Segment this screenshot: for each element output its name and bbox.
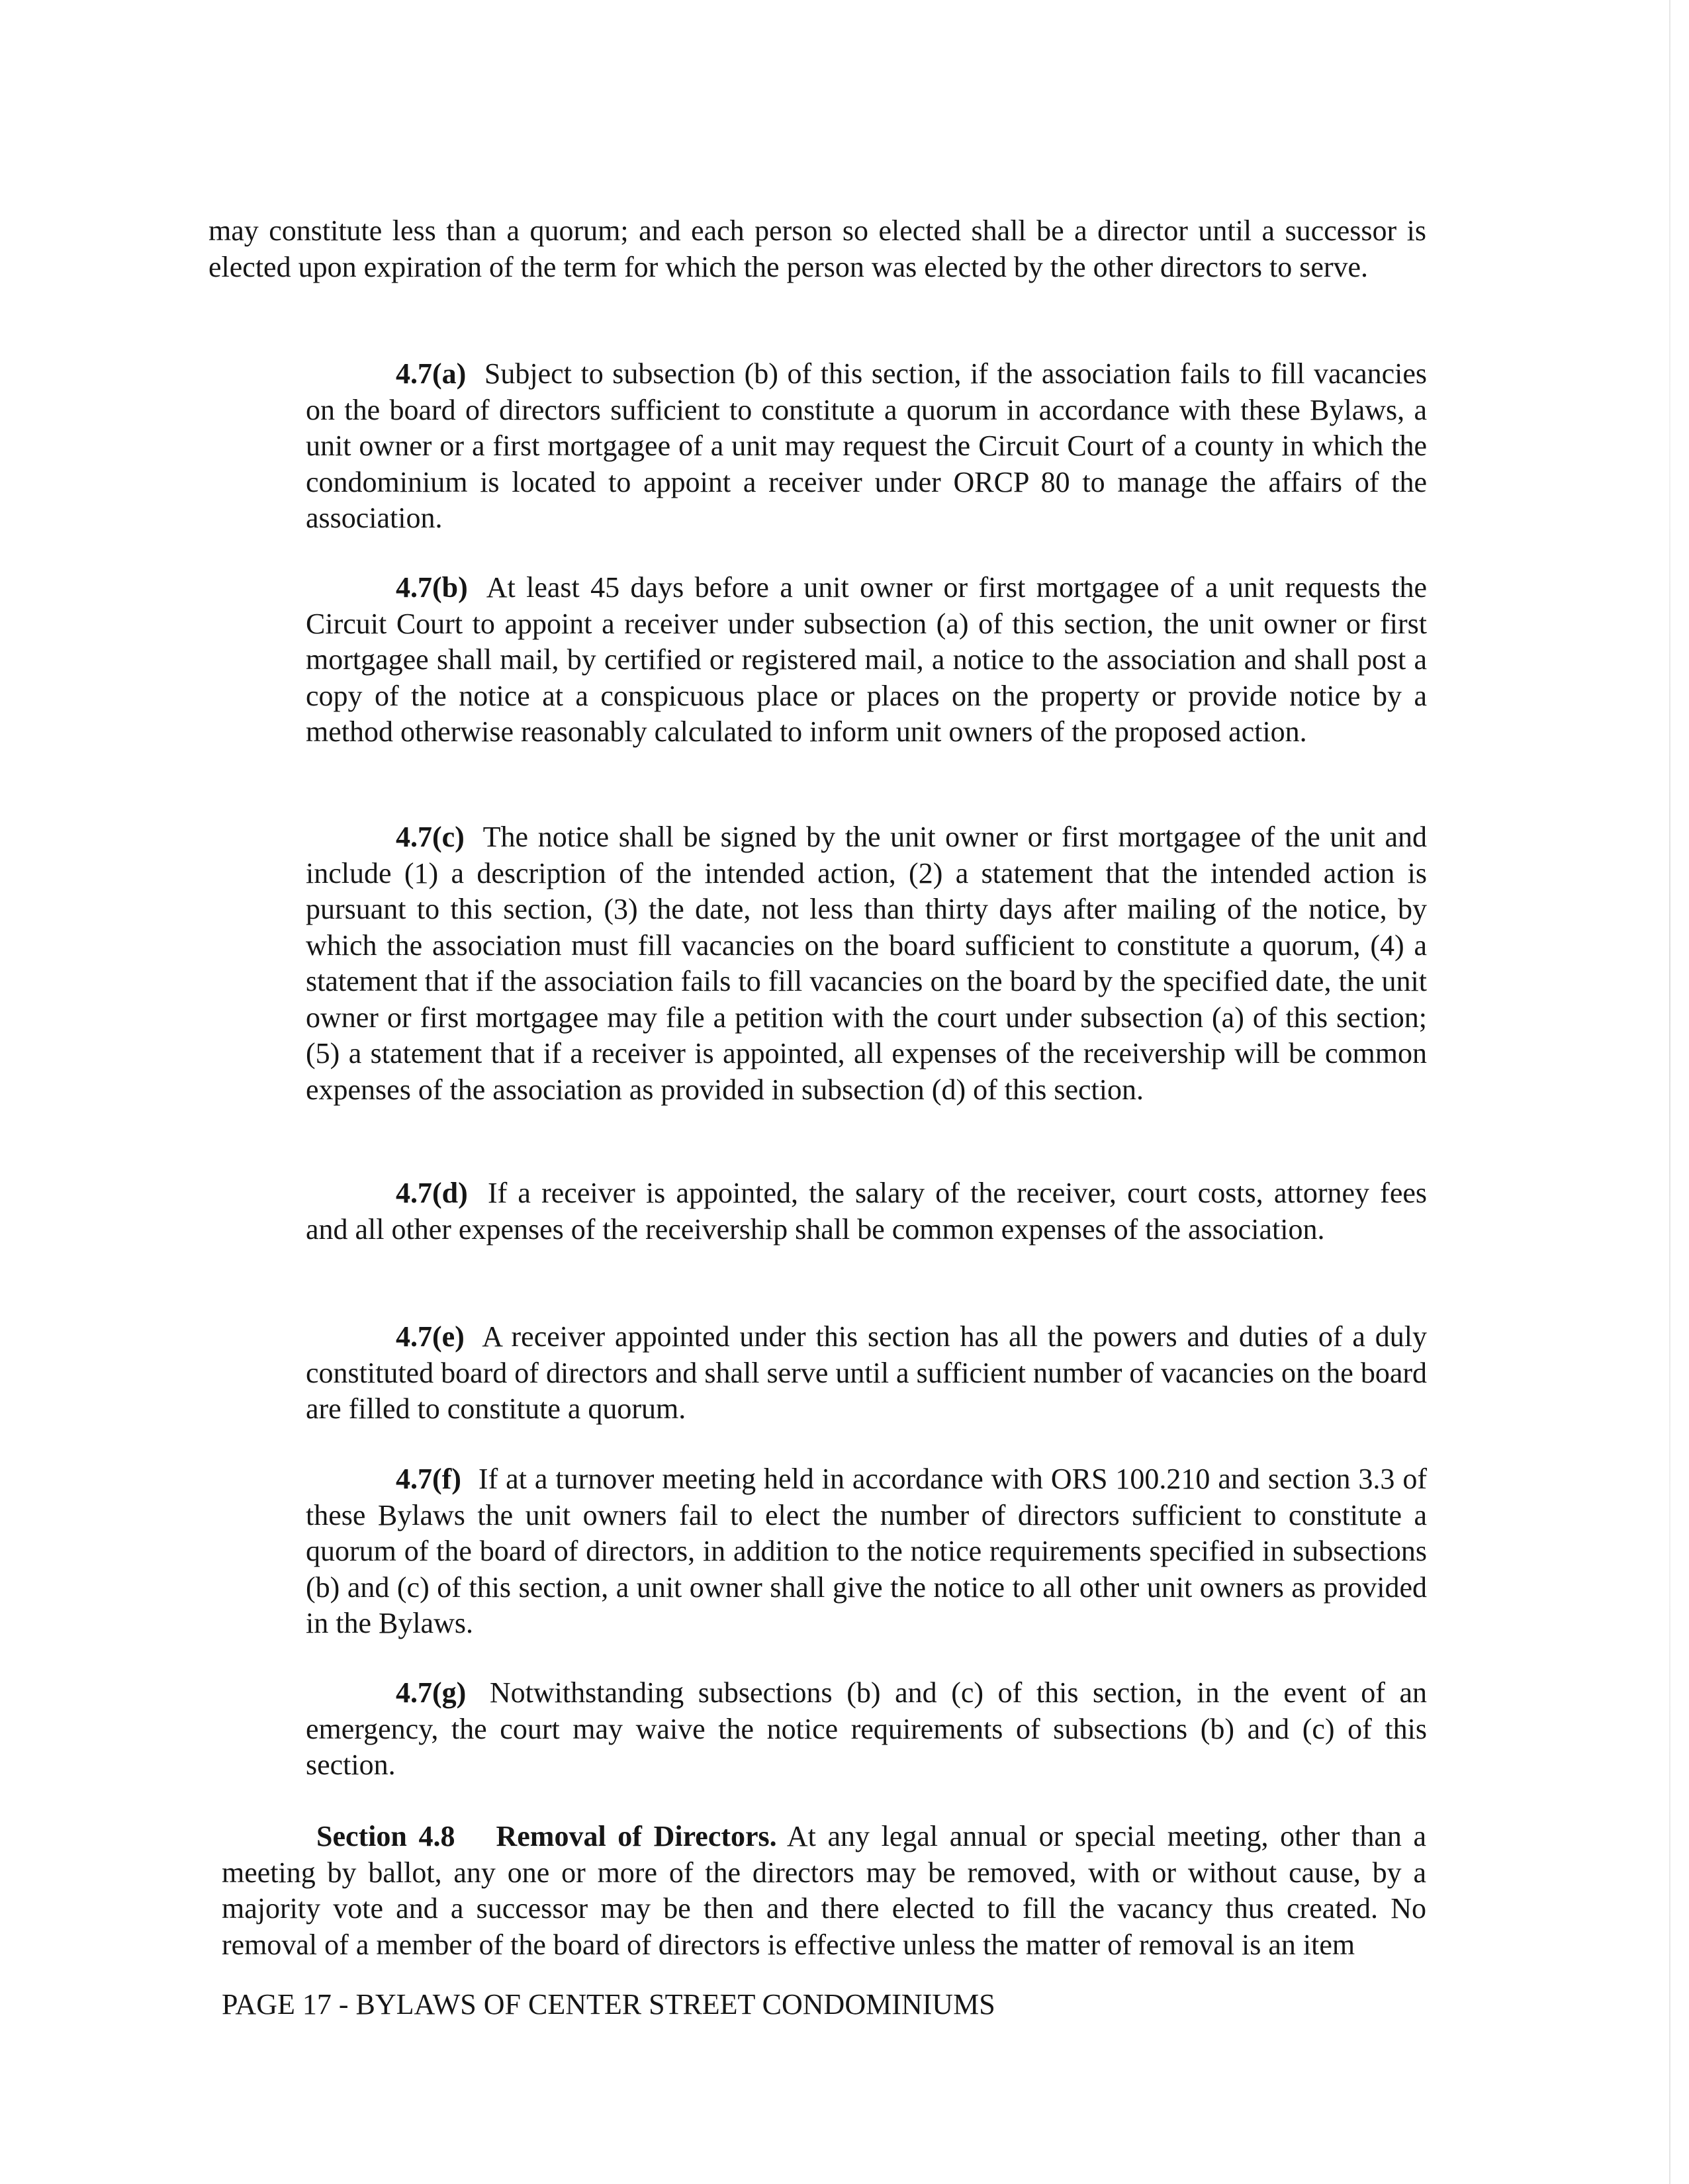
- subsection-text: At least 45 days before a unit owner or first mortgagee of a unit requests the Circuit Court to appoint a receiver under subsection (a) of this section, the unit owner or first mortgagee shall mail, by certified or registered mail, a notice to the association and shall post a copy of the notice at a conspicuous place or places on the property or provide notice by a method otherwise reasonably calculated to inform unit owners of the proposed action.: [306, 571, 1427, 748]
- subsection-text: A receiver appointed under this section has all the powers and duties of a duly constituted board of directors and shall serve until a sufficient number of vacancies on the board are filled to constitute a quorum.: [306, 1320, 1427, 1425]
- subsection-number: 4.7(a): [396, 357, 467, 390]
- subsection-4-7-a: [306, 356, 1427, 537]
- subsection-number: 4.7(e): [396, 1320, 465, 1353]
- scan-edge-artifact: [1669, 0, 1670, 2184]
- subsection-4-7-c: [306, 819, 1427, 1108]
- subsection-number: 4.7(b): [396, 571, 468, 604]
- subsection-4-7-b: [306, 570, 1427, 751]
- subsection-number: 4.7(d): [396, 1177, 468, 1209]
- subsection-text: Notwithstanding subsections (b) and (c) of this section, in the event of an emergency, the court may waive the notice requirements of subsections (b) and (c) of this section.: [306, 1676, 1427, 1781]
- section-4-8-paragraph: [222, 1819, 1426, 1963]
- subsection-4-7-e: [306, 1319, 1427, 1428]
- intro-text: may constitute less than a quorum; and each person so elected shall be a director until a successor is elected upon expiration of the term for which the person was elected by the other directors to serve.: [208, 214, 1426, 283]
- subsection-text: Subject to subsection (b) of this section, if the association fails to fill vacancies on the board of directors sufficient to constitute a quorum in accordance with these Bylaws, a unit owner or a first mortgagee of a unit may request the Circuit Court of a county in which the condominium is located to appoint a receiver under ORCP 80 to manage the affairs of the association.: [306, 357, 1428, 534]
- section-text: At any legal annual or special meeting, other than a meeting by ballot, any one or more of the directors may be removed, with or without cause, by a majority vote and a successor may be then and there elected to fill the vacancy thus created. No removal of a member of the board of directors is effective unless the matter of removal is an item: [222, 1820, 1426, 1961]
- subsection-text: The notice shall be signed by the unit owner or first mortgagee of the unit and include (1) a description of the intended action, (2) a statement that the intended action is pursuant to this section, (3) the date, not less than thirty days after mailing of the notice, by which the association must fill vacancies on the board sufficient to constitute a quorum, (4) a statement that if the association fails to fill vacancies on the board by the specified date, the unit owner or first mortgagee may file a petition with the court under subsection (a) of this section; (5) a statement that if a receiver is appointed, all expenses of the receivership will be common expenses of the association as provided in subsection (d) of this section.: [306, 821, 1427, 1106]
- subsection-number: 4.7(c): [396, 821, 465, 853]
- subsection-4-7-f: [306, 1461, 1427, 1642]
- subsection-4-7-g: [306, 1675, 1427, 1784]
- subsection-number: 4.7(f): [396, 1463, 461, 1495]
- subsection-text: If a receiver is appointed, the salary of the receiver, court costs, attorney fees and all other expenses of the receivership shall be common expenses of the association.: [306, 1177, 1427, 1246]
- page-footer: [222, 1987, 995, 2023]
- subsection-text: If at a turnover meeting held in accordance with ORS 100.210 and section 3.3 of these Bylaws the unit owners fail to elect the number of directors sufficient to constitute a quorum of the board of directors, in addition to the notice requirements specified in subsections (b) and (c) of this section, a unit owner shall give the notice to all other unit owners as provided in the Bylaws.: [306, 1463, 1427, 1639]
- subsection-4-7-d: [306, 1175, 1427, 1248]
- section-number: Section 4.8: [316, 1820, 455, 1852]
- subsection-number: 4.7(g): [396, 1676, 467, 1709]
- section-title: Removal of Directors.: [496, 1820, 777, 1852]
- intro-paragraph: [208, 213, 1426, 285]
- footer-text: PAGE 17 - BYLAWS OF CENTER STREET CONDOMINIUMS: [222, 1988, 995, 2021]
